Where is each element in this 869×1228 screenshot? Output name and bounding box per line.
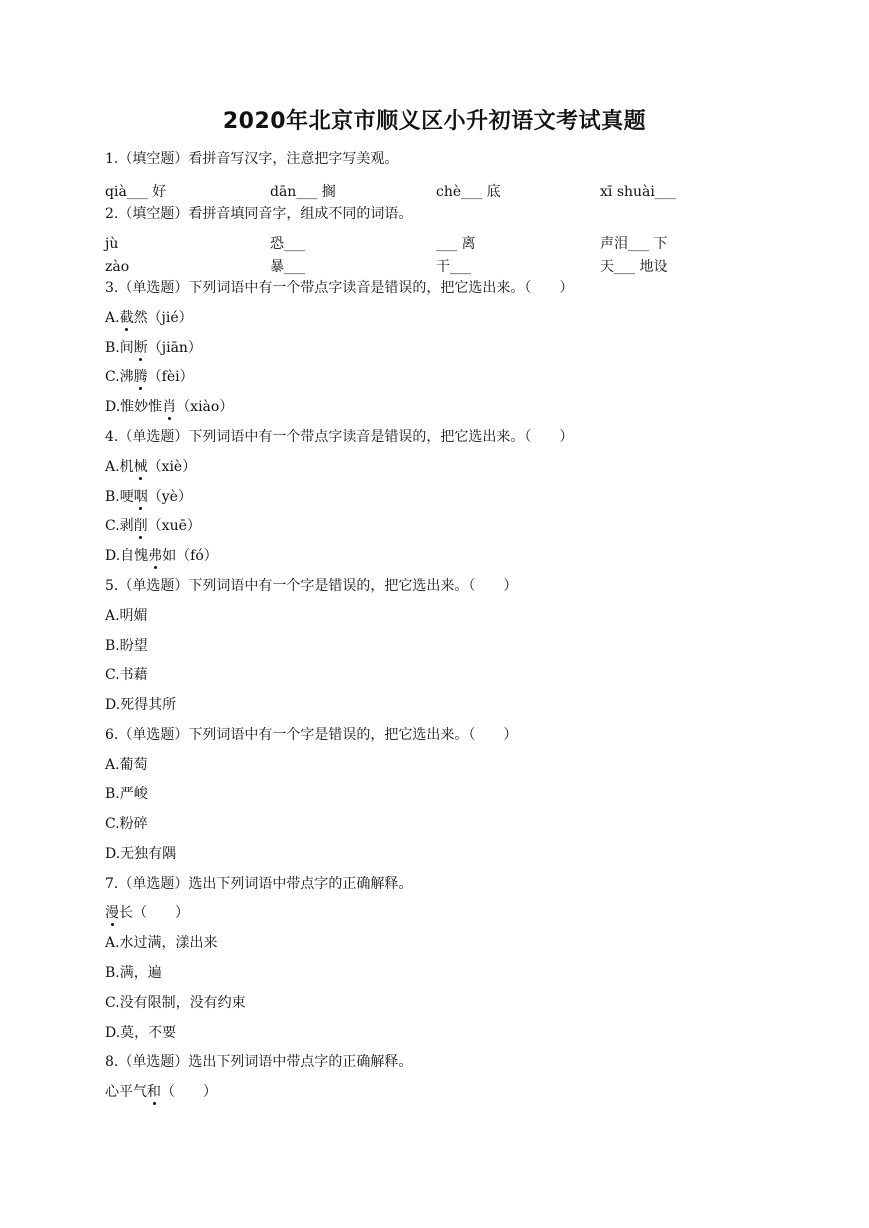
q7-option-c: C.没有限制，没有约束 — [105, 995, 246, 1011]
q4-option-b: B.哽咽（yè） — [105, 489, 192, 505]
q2-row1-pinyin: jù — [105, 236, 119, 252]
dotted-char: 弗 — [148, 548, 163, 564]
q2-row2-word-3: 天___ 地设 — [600, 259, 668, 275]
question-4-stem: 4.（单选题）下列词语中有一个带点字读音是错误的，把它选出来。（ ） — [105, 429, 574, 445]
q2-row1-word-1: 恐___ — [270, 236, 305, 252]
q3-option-b: B.间断（jiān） — [105, 340, 202, 356]
q7-word: 漫长（ ） — [105, 905, 189, 921]
q7-option-d: D.莫，不要 — [105, 1025, 177, 1041]
q7-option-a: A.水过满，漾出来 — [105, 935, 218, 951]
q6-option-d: D.无独有隅 — [105, 846, 177, 862]
dotted-char: 漫 — [105, 905, 119, 921]
question-6-stem: 6.（单选题）下列词语中有一个字是错误的，把它选出来。（ ） — [105, 727, 518, 743]
q2-row2-word-1: 暴___ — [270, 259, 305, 275]
dotted-char: 和 — [147, 1084, 161, 1100]
dotted-char: 截 — [119, 310, 134, 326]
q1-item-4: xī shuài___ — [600, 184, 676, 200]
question-5-stem: 5.（单选题）下列词语中有一个字是错误的，把它选出来。（ ） — [105, 578, 518, 594]
q4-option-d: D.自愧弗如（fó） — [105, 548, 218, 564]
q6-option-b: B.严峻 — [105, 786, 148, 802]
q5-option-b: B.盼望 — [105, 638, 148, 654]
q1-item-3: chè___ 底 — [436, 184, 501, 200]
question-3-stem: 3.（单选题）下列词语中有一个带点字读音是错误的，把它选出来。（ ） — [105, 280, 574, 296]
q5-option-a: A.明媚 — [105, 608, 148, 624]
q5-option-d: D.死得其所 — [105, 697, 177, 713]
q7-option-b: B.满，遍 — [105, 965, 162, 981]
dotted-char: 肖 — [162, 399, 177, 415]
q5-option-c: C.书藉 — [105, 667, 148, 683]
q3-option-d: D.惟妙惟肖（xiào） — [105, 399, 234, 415]
q2-row1-word-2: ___ 离 — [436, 236, 476, 252]
page-title: 2020年北京市顺义区小升初语文考试真题 — [222, 109, 647, 134]
dotted-char: 腾 — [133, 369, 148, 385]
dotted-char: 断 — [133, 340, 148, 356]
question-8-stem: 8.（单选题）选出下列词语中带点字的正确解释。 — [105, 1054, 413, 1070]
q4-option-c: C.剥削（xuē） — [105, 518, 201, 534]
question-2-stem: 2.（填空题）看拼音填同音字，组成不同的词语。 — [105, 206, 413, 222]
q2-row2-pinyin: zào — [105, 259, 130, 275]
q6-option-a: A.葡萄 — [105, 757, 148, 773]
question-1-stem: 1.（填空题）看拼音写汉字，注意把字写美观。 — [105, 151, 399, 167]
q3-option-c: C.沸腾（fèi） — [105, 369, 194, 385]
q6-option-c: C.粉碎 — [105, 816, 148, 832]
dotted-char: 削 — [133, 518, 148, 534]
q4-option-a: A.机械（xiè） — [105, 459, 197, 475]
q1-item-1: qià___ 好 — [105, 184, 167, 200]
q2-row2-word-2: 干___ — [436, 259, 471, 275]
q3-option-a: A.截然（jié） — [105, 310, 193, 326]
dotted-char: 械 — [133, 459, 148, 475]
q2-row1-word-3: 声泪___ 下 — [600, 236, 668, 252]
dotted-char: 咽 — [133, 489, 148, 505]
question-7-stem: 7.（单选题）选出下列词语中带点字的正确解释。 — [105, 876, 413, 892]
q8-word: 心平气和（ ） — [105, 1084, 217, 1100]
q1-item-2: dān___ 搁 — [270, 184, 336, 200]
